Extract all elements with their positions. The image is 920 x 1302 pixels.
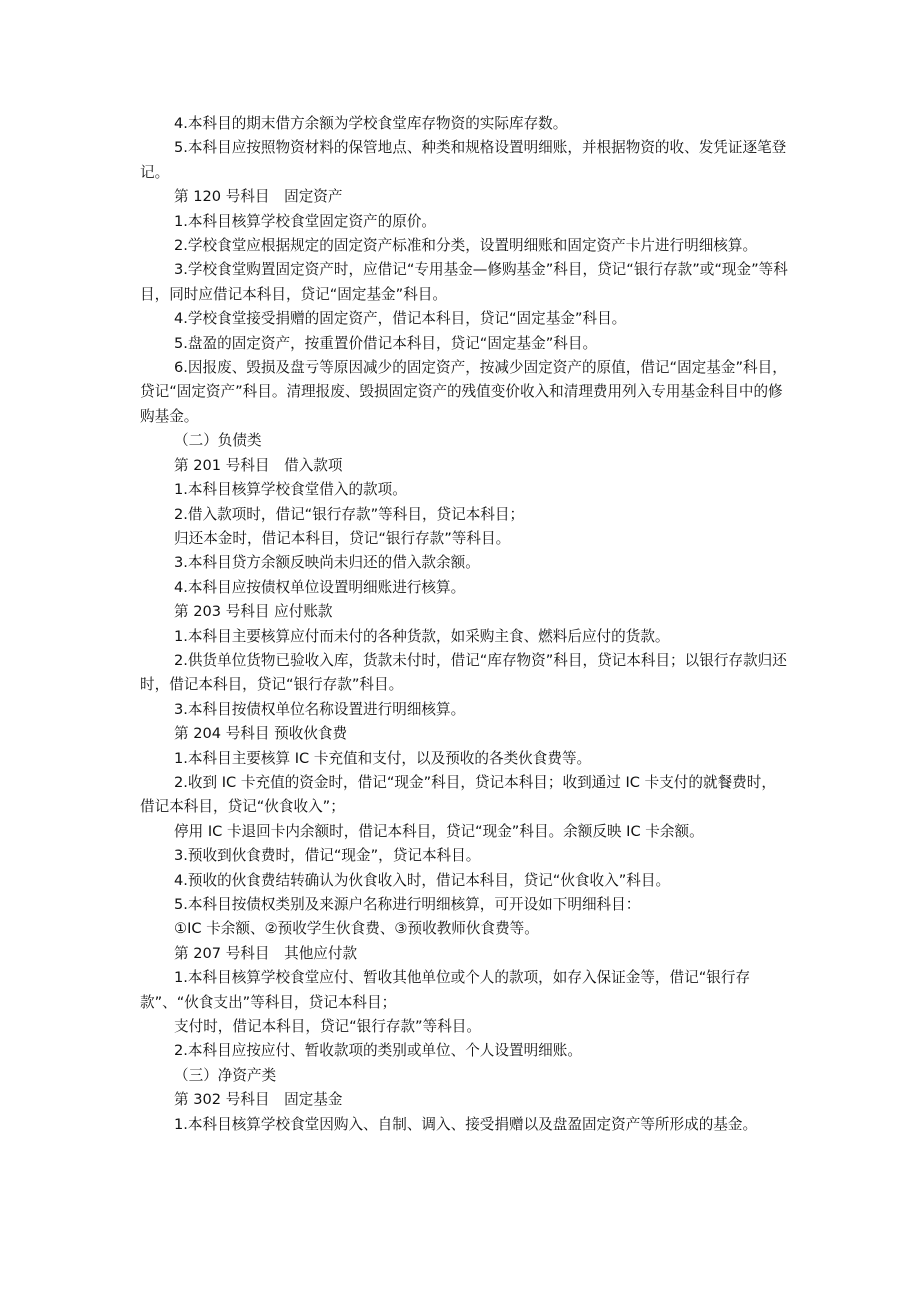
- paragraph-302-1: 1.本科目核算学校食堂因购入、自制、调入、接受捐赠以及盘盈固定资产等所形成的基金。: [174, 1115, 758, 1133]
- paragraph-201-3: 3.本科目贷方余额反映尚未归还的借入款余额。: [174, 554, 480, 572]
- paragraph-204-2-cont: 停用 IC 卡退回卡内余额时，借记本科目，贷记“现金”科目。余额反映 IC 卡余额。: [174, 822, 704, 840]
- paragraph-201-4: 4.本科目应按债权单位设置明细账进行核算。: [174, 578, 466, 596]
- heading-account-302: 第 302 号科目 固定基金: [174, 1091, 343, 1109]
- paragraph-204-5: 5.本科目按债权类别及来源户名称进行明细核算，可开设如下明细科目：: [174, 896, 641, 913]
- paragraph-120-5: 5.盘盈的固定资产，按重置价借记本科目，贷记“固定基金”科目。: [174, 334, 598, 352]
- paragraph-120-1: 1.本科目核算学校食堂固定资产的原价。: [174, 212, 437, 230]
- heading-account-204: 第 204 号科目 预收伙食费: [174, 725, 348, 743]
- section-heading-liabilities: （二）负债类: [174, 432, 262, 450]
- paragraph-204-5-list: ①IC 卡余额、②预收学生伙食费、③预收教师伙食费等。: [174, 920, 539, 938]
- heading-account-201: 第 201 号科目 借入款项: [174, 456, 343, 474]
- paragraph-204-1: 1.本科目主要核算 IC 卡充值和支付，以及预收的各类伙食费等。: [174, 749, 592, 767]
- paragraph-inventory-ledger: 5.本科目应按照物资材料的保管地点、种类和规格设置明细账，并根据物资的收、发凭证逐笔登记。: [140, 139, 787, 181]
- paragraph-207-1-cont: 支付时，借记本科目，贷记“银行存款”等科目。: [174, 1018, 481, 1036]
- heading-account-203: 第 203 号科目 应付账款: [174, 603, 333, 621]
- paragraph-207-1: 1.本科目核算学校食堂应付、暂收其他单位或个人的款项，如存入保证金等，借记“银行存款”、“伙食支出”等科目，贷记本科目；: [140, 969, 751, 1011]
- paragraph-inventory-balance: 4.本科目的期末借方余额为学校食堂库存物资的实际库存数。: [174, 115, 568, 132]
- paragraph-203-3: 3.本科目按债权单位名称设置进行明细核算。: [174, 700, 466, 718]
- paragraph-120-2: 2.学校食堂应根据规定的固定资产标准和分类，设置明细账和固定资产卡片进行明细核算。: [174, 237, 758, 255]
- paragraph-204-3: 3.预收到伙食费时，借记“现金”，贷记本科目。: [174, 847, 481, 865]
- paragraph-207-2: 2.本科目应按应付、暂收款项的类别或单位、个人设置明细账。: [174, 1042, 582, 1060]
- paragraph-203-2: 2.供货单位货物已验收入库，货款未付时，借记“库存物资”科目，贷记本科目；以银行存款归还时，借记本科目，贷记“银行存款”科目。: [140, 651, 787, 694]
- paragraph-204-4: 4.预收的伙食费结转确认为伙食收入时，借记本科目，贷记“伙食收入”科目。: [174, 871, 671, 889]
- paragraph-201-1: 1.本科目核算学校食堂借入的款项。: [174, 481, 407, 499]
- paragraph-203-1: 1.本科目主要核算应付而未付的各种货款，如采购主食、燃料后应付的货款。: [174, 627, 670, 645]
- paragraph-120-6: 6.因报废、毁损及盘亏等原因减少的固定资产，按减少固定资产的原值，借记“固定基金”科目，贷记“固定资产”科目。清理报废、毁损固定资产的残值变价收入和清理费用列入专用基金科目中的修购基金。: [140, 359, 787, 425]
- paragraph-204-2: 2.收到 IC 卡充值的资金时，借记“现金”科目，贷记本科目；收到通过 IC 卡支付的就餐费时，借记本科目，贷记“伙食收入”；: [140, 773, 776, 816]
- paragraph-201-2-cont: 归还本金时，借记本科目，贷记“银行存款”等科目。: [174, 529, 511, 547]
- section-heading-net-assets: （三）净资产类: [174, 1066, 277, 1084]
- paragraph-120-4: 4.学校食堂接受捐赠的固定资产，借记本科目，贷记“固定基金”科目。: [174, 310, 627, 328]
- heading-account-207: 第 207 号科目 其他应付款: [174, 944, 358, 962]
- heading-account-120: 第 120 号科目 固定资产: [174, 188, 343, 206]
- document-body: [140, 112, 788, 1137]
- paragraph-201-2: 2.借入款项时，借记“银行存款”等科目，贷记本科目；: [174, 505, 525, 523]
- paragraph-120-3: 3.学校食堂购置固定资产时，应借记“专用基金—修购基金”科目，贷记“银行存款”或“现金”等科目，同时应借记本科目，贷记“固定基金”科目。: [140, 261, 788, 303]
